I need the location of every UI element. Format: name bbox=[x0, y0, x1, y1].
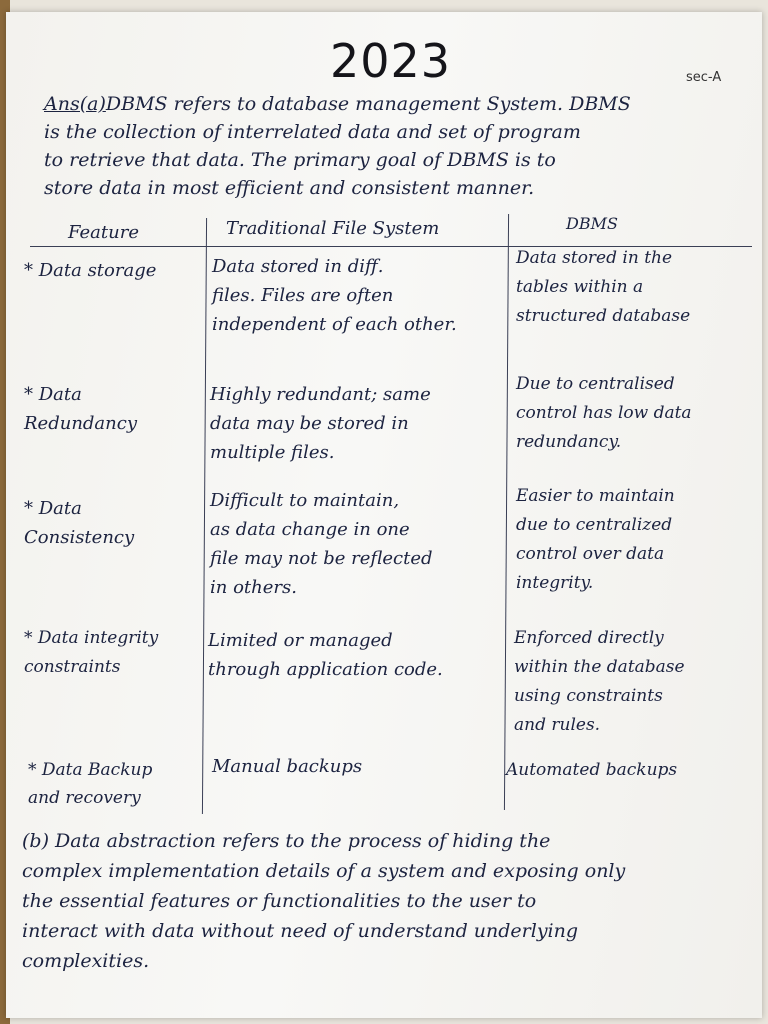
table-row-3-file-system: Difficult to maintain, as data change in one file may not be reflected in others. bbox=[210, 490, 433, 598]
answer-b-line-2: complex implementation details of a system and exposing only bbox=[22, 860, 626, 882]
table-row-4-feature: * Data integrity constraints bbox=[24, 628, 159, 677]
table-row-2-feature: * Data Redundancy bbox=[24, 384, 138, 434]
table-row-2-dbms: Due to centralised control has low data redundancy. bbox=[516, 374, 692, 452]
answer-b-line-1: (b) Data abstraction refers to the process of hiding the bbox=[22, 830, 551, 852]
answer-a-line-4: store data in most efficient and consistent manner. bbox=[44, 177, 535, 199]
table-row-4-file-system: Limited or managed through application code. bbox=[208, 630, 443, 680]
table-row-1-file-system: Data stored in diff. files. Files are often independent of each other. bbox=[212, 256, 457, 335]
answer-label: Ans(a) bbox=[44, 93, 106, 115]
table-row-3-dbms: Easier to maintain due to centralized control over data integrity. bbox=[516, 486, 675, 593]
section-label: sec-A bbox=[686, 70, 722, 85]
table-row-3-feature: * Data Consistency bbox=[24, 498, 135, 548]
table-row-5-file-system: Manual backups bbox=[212, 756, 363, 777]
answer-b-paragraph bbox=[22, 826, 762, 976]
answer-a-line-3: to retrieve that data. The primary goal of DBMS is to bbox=[44, 149, 556, 171]
table-header-file-system: Traditional File System bbox=[226, 218, 440, 239]
answer-b-line-3: the essential features or functionalities to the user to bbox=[22, 890, 537, 912]
table-row-1-dbms: Data stored in the tables within a structured database bbox=[516, 248, 691, 326]
answer-a-line-1 bbox=[44, 90, 764, 118]
table-row-2-file-system: Highly redundant; same data may be stored in multiple files. bbox=[210, 384, 431, 463]
table-header-feature: Feature bbox=[68, 222, 139, 243]
page-year: 2023 bbox=[330, 34, 452, 88]
table-row-5-feature: * Data Backup and recovery bbox=[28, 760, 153, 808]
table-row-4-dbms: Enforced directly within the database using constraints and rules. bbox=[514, 628, 685, 735]
answer-a-paragraph bbox=[44, 90, 764, 202]
table-header-dbms: DBMS bbox=[566, 214, 618, 233]
answer-b-line-4: interact with data without need of understand underlying bbox=[22, 920, 579, 942]
answer-a-text-1: DBMS refers to database management System. DBMS bbox=[105, 93, 631, 115]
table-row-1-feature: * Data storage bbox=[24, 260, 157, 281]
answer-a-line-2: is the collection of interrelated data and set of program bbox=[44, 121, 581, 143]
answer-b-line-5: complexities. bbox=[22, 950, 150, 972]
table-row-5-dbms: Automated backups bbox=[506, 760, 678, 780]
